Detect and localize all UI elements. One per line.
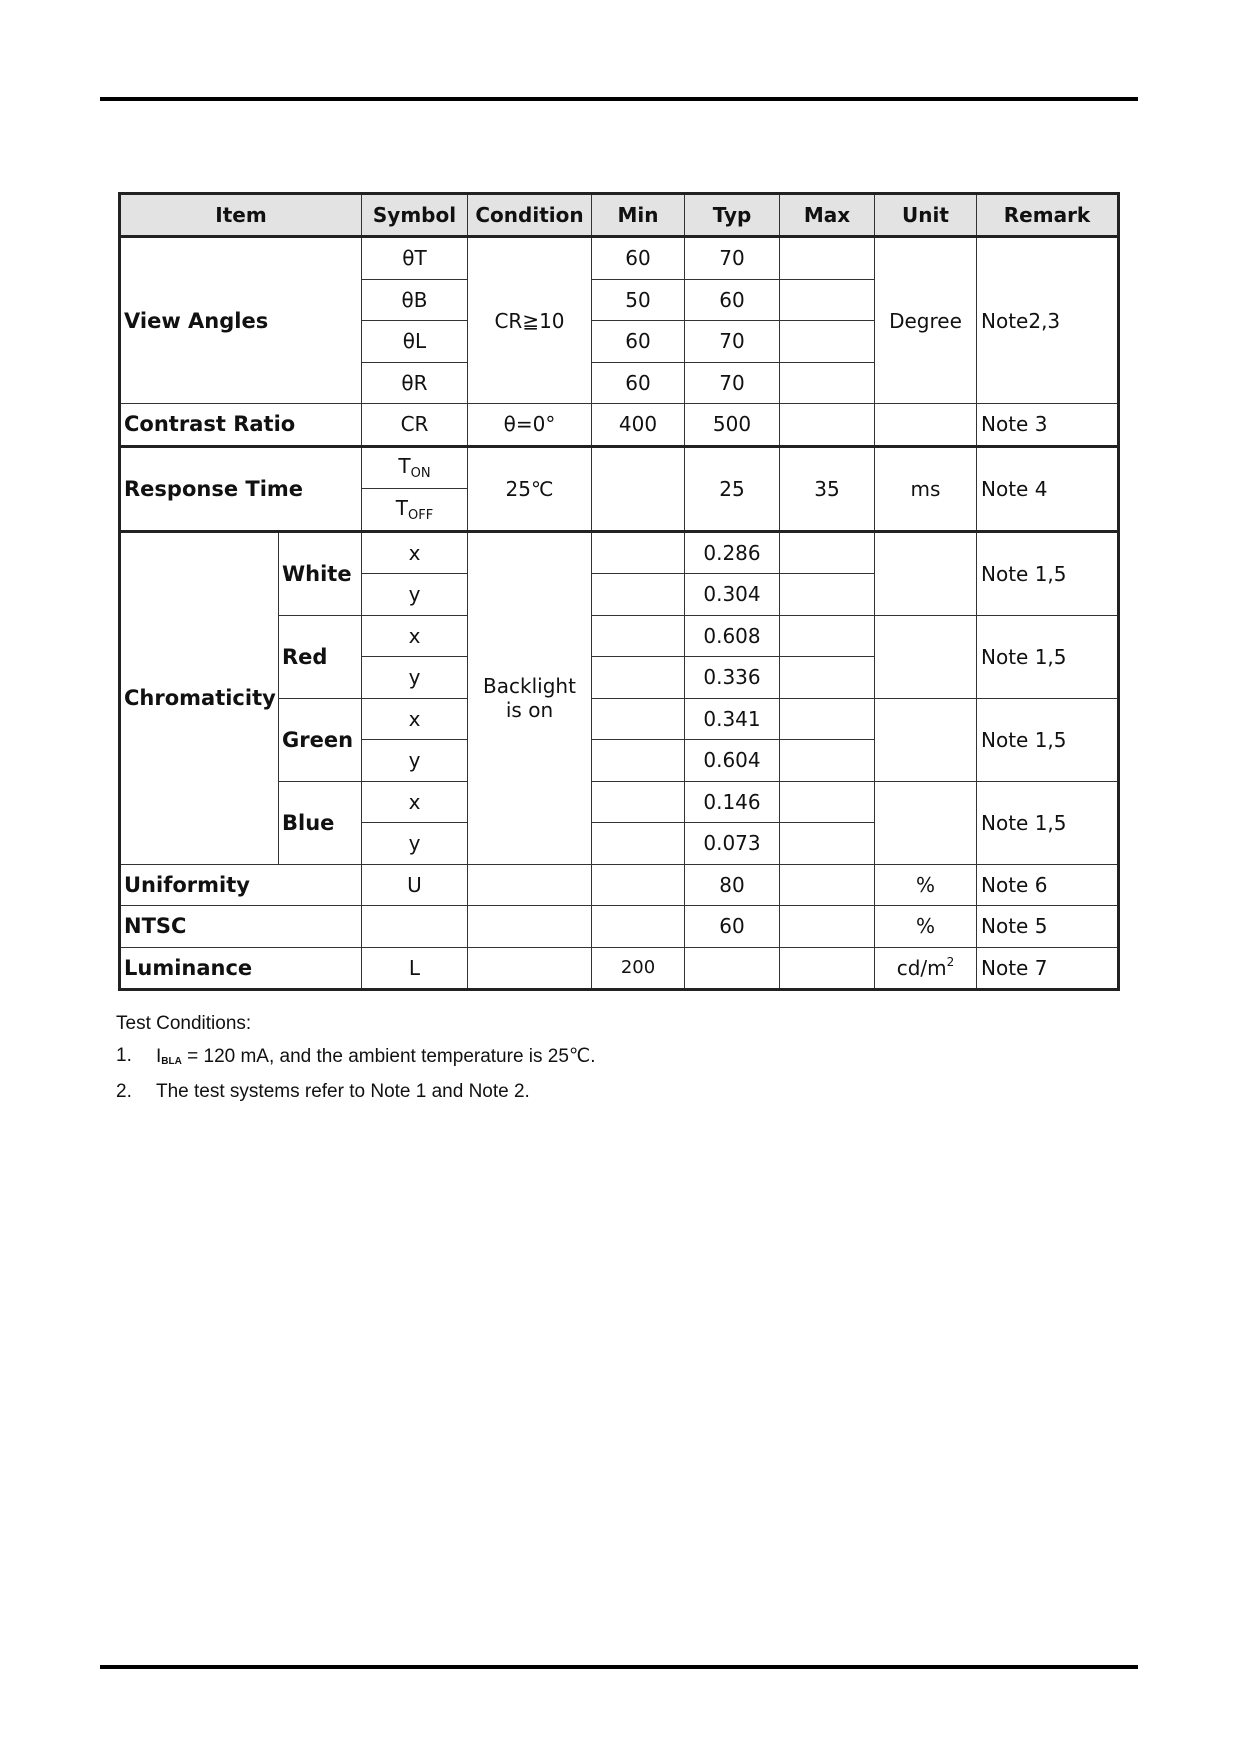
table-row: [120, 404, 1119, 447]
color-red-label: Red: [279, 615, 362, 698]
uniformity-label: Uniformity: [120, 864, 362, 906]
typ-cell: [685, 947, 780, 990]
typ-cell: 60: [685, 906, 780, 948]
symbol-cell: y: [362, 657, 468, 699]
typ-cell: 0.604: [685, 740, 780, 782]
symbol-cell: x: [362, 615, 468, 657]
header-condition: Condition: [468, 194, 592, 237]
typ-cell: 25: [685, 446, 780, 531]
symbol-t-off: T: [395, 495, 409, 520]
remark-cell: Note 6: [977, 864, 1119, 906]
note-number: 1.: [116, 1045, 132, 1066]
symbol-cell: U: [362, 864, 468, 906]
symbol-cell: [362, 489, 468, 532]
header-unit: Unit: [875, 194, 977, 237]
table-row: [120, 947, 1119, 990]
header-rule: [100, 97, 1138, 101]
symbol-cell: x: [362, 781, 468, 823]
symbol-cell: x: [362, 531, 468, 574]
min-cell: [592, 531, 685, 574]
min-cell: 200: [592, 947, 685, 990]
header-row: [120, 194, 1119, 237]
typ-cell: 0.286: [685, 531, 780, 574]
header-min: Min: [592, 194, 685, 237]
chromaticity-label: Chromaticity: [120, 531, 279, 864]
view-angles-unit: Degree: [875, 237, 977, 404]
max-cell: [780, 615, 875, 657]
max-cell: [780, 781, 875, 823]
min-cell: [592, 906, 685, 948]
unit-cell: [875, 404, 977, 447]
table-row: [120, 237, 1119, 280]
symbol-cell: x: [362, 698, 468, 740]
max-cell: [780, 864, 875, 906]
max-cell: [780, 740, 875, 782]
max-cell: [780, 531, 875, 574]
response-time-label: Response Time: [120, 446, 362, 531]
min-cell: 60: [592, 237, 685, 280]
typ-cell: 0.146: [685, 781, 780, 823]
optical-spec-table: [118, 192, 1120, 991]
min-cell: [592, 657, 685, 699]
condition-cell: [468, 864, 592, 906]
remark-cell: Note 7: [977, 947, 1119, 990]
table-row: [120, 906, 1119, 948]
condition-cell: θ=0°: [468, 404, 592, 447]
remark-cell: Note 3: [977, 404, 1119, 447]
typ-cell: 70: [685, 321, 780, 363]
current-subscript: BLA: [161, 1056, 182, 1067]
max-cell: [780, 321, 875, 363]
condition-cell: [468, 906, 592, 948]
note-1-text: = 120 mA, and the ambient temperature is 25℃.: [181, 1046, 596, 1067]
max-cell: [780, 279, 875, 321]
max-cell: [780, 947, 875, 990]
view-angles-label: View Angles: [120, 237, 362, 404]
typ-cell: 0.608: [685, 615, 780, 657]
max-cell: [780, 237, 875, 280]
table-row: [120, 446, 1119, 489]
unit-cell: [875, 531, 977, 615]
min-cell: [592, 823, 685, 865]
symbol-t-on: T: [398, 454, 411, 479]
symbol-cell: θT: [362, 237, 468, 280]
min-cell: [592, 615, 685, 657]
typ-cell: 80: [685, 864, 780, 906]
min-cell: [592, 574, 685, 616]
unit-cd-m: cd/m: [896, 956, 947, 981]
color-white-label: White: [279, 531, 362, 615]
chromaticity-condition: Backlight is on: [468, 531, 592, 864]
unit-cell: %: [875, 906, 977, 948]
table-row: [120, 864, 1119, 906]
symbol-cell: L: [362, 947, 468, 990]
color-blue-label: Blue: [279, 781, 362, 864]
typ-cell: 500: [685, 404, 780, 447]
symbol-on-subscript: ON: [410, 466, 431, 482]
luminance-label: Luminance: [120, 947, 362, 990]
symbol-cell: θR: [362, 362, 468, 404]
unit-cell: [875, 781, 977, 864]
max-cell: [780, 404, 875, 447]
header-typ: Typ: [685, 194, 780, 237]
min-cell: [592, 781, 685, 823]
color-green-label: Green: [279, 698, 362, 781]
remark-cell: Note 5: [977, 906, 1119, 948]
condition-cell: [468, 947, 592, 990]
table-row: [120, 531, 1119, 574]
note-number: 2.: [116, 1081, 132, 1102]
symbol-cell: θB: [362, 279, 468, 321]
header-symbol: Symbol: [362, 194, 468, 237]
min-cell: 400: [592, 404, 685, 447]
symbol-cell: y: [362, 740, 468, 782]
remark-cell: Note 4: [977, 446, 1119, 531]
contrast-ratio-label: Contrast Ratio: [120, 404, 362, 447]
min-cell: [592, 698, 685, 740]
unit-superscript: 2: [946, 955, 955, 970]
symbol-off-subscript: OFF: [408, 507, 434, 523]
typ-cell: 0.336: [685, 657, 780, 699]
test-conditions-title: Test Conditions:: [116, 1013, 252, 1034]
symbol-cell: y: [362, 823, 468, 865]
footer-rule: [100, 1665, 1138, 1669]
max-cell: [780, 574, 875, 616]
note-text: [156, 1045, 596, 1068]
unit-cell: [875, 698, 977, 781]
unit-cell: [875, 615, 977, 698]
min-cell: [592, 446, 685, 531]
typ-cell: 0.073: [685, 823, 780, 865]
symbol-cell: CR: [362, 404, 468, 447]
min-cell: [592, 740, 685, 782]
view-angles-remark: Note2,3: [977, 237, 1119, 404]
min-cell: 60: [592, 362, 685, 404]
unit-cell: ms: [875, 446, 977, 531]
header-remark: Remark: [977, 194, 1119, 237]
min-cell: 50: [592, 279, 685, 321]
current-symbol: I: [156, 1046, 162, 1067]
view-angles-condition: CR≧10: [468, 237, 592, 404]
typ-cell: 70: [685, 237, 780, 280]
max-cell: 35: [780, 446, 875, 531]
response-time-condition: 25℃: [468, 446, 592, 531]
max-cell: [780, 698, 875, 740]
min-cell: 60: [592, 321, 685, 363]
symbol-cell: [362, 446, 468, 489]
header-item: Item: [120, 194, 362, 237]
typ-cell: 70: [685, 362, 780, 404]
remark-cell: Note 1,5: [977, 781, 1119, 864]
symbol-cell: [362, 906, 468, 948]
remark-cell: Note 1,5: [977, 531, 1119, 615]
typ-cell: 0.341: [685, 698, 780, 740]
ntsc-label: NTSC: [120, 906, 362, 948]
unit-cell: %: [875, 864, 977, 906]
typ-cell: 0.304: [685, 574, 780, 616]
min-cell: [592, 864, 685, 906]
unit-cell: [875, 947, 977, 990]
max-cell: [780, 657, 875, 699]
remark-cell: Note 1,5: [977, 615, 1119, 698]
max-cell: [780, 362, 875, 404]
symbol-cell: y: [362, 574, 468, 616]
symbol-cell: θL: [362, 321, 468, 363]
header-max: Max: [780, 194, 875, 237]
max-cell: [780, 906, 875, 948]
note-2-text: The test systems refer to Note 1 and Note 2.: [156, 1081, 530, 1102]
remark-cell: Note 1,5: [977, 698, 1119, 781]
max-cell: [780, 823, 875, 865]
typ-cell: 60: [685, 279, 780, 321]
